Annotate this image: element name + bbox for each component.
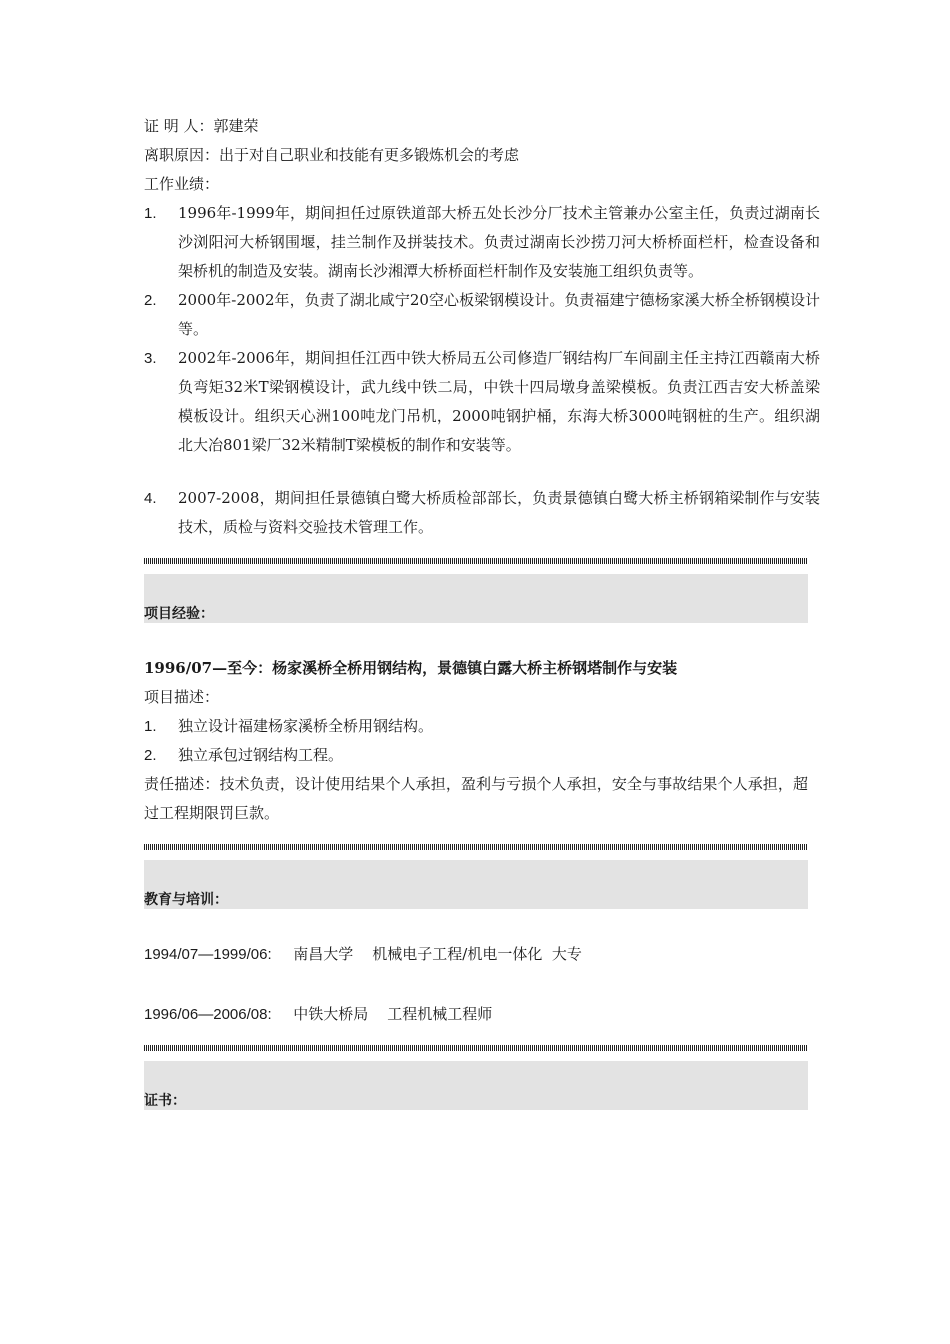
list-spacer — [144, 460, 820, 484]
certificates-section-title: 证书： — [144, 1093, 186, 1109]
education-row — [144, 940, 820, 969]
education-date: 1994/07—1999/06: — [144, 946, 272, 963]
witness-line: 证 明 人：郭建荣 — [144, 117, 259, 135]
leave-reason-line: 离职原因：出于对自己职业和技能有更多锻炼机会的考虑 — [144, 146, 520, 164]
list-text: 独立设计福建杨家溪桥全桥用钢结构。 — [178, 717, 434, 735]
section-divider — [144, 558, 808, 564]
certificates-section-header — [144, 1061, 808, 1110]
project-section-header — [144, 574, 808, 623]
responsibility-text: 责任描述：技术负责，设计使用结果个人承担，盈利与亏损个人承担，安全与事故结果个人承担，超过工程期限罚巨款。 — [144, 775, 808, 822]
list-text: 2002年-2006年，期间担任江西中铁大桥局五公司修造厂钢结构厂车间副主任主持江西赣南大桥负弯矩32米T梁钢模设计，武九线中铁二局，中铁十四局墩身盖梁模板。负责江西吉安大桥盖梁模板设计。组织天心洲100吨龙门吊机，2000吨钢护桶，东海大桥3000吨钢桩的生产。组织湖北大冶801梁厂32米精制T梁模板的制作和安装等。 — [178, 349, 820, 454]
achievements-label: 工作业绩： — [144, 175, 220, 193]
section-divider — [144, 844, 808, 850]
list-item — [144, 741, 820, 770]
list-number: 1. — [144, 205, 157, 222]
education-row — [144, 1000, 820, 1029]
list-item — [144, 712, 820, 741]
list-item — [144, 286, 820, 344]
list-item — [144, 344, 820, 460]
list-number: 1. — [144, 718, 157, 735]
education-detail: 中铁大桥局 工程机械工程师 — [293, 1005, 493, 1023]
list-number: 4. — [144, 490, 157, 507]
section-divider — [144, 1045, 808, 1051]
education-detail: 南昌大学 机械电子工程/机电一体化 大专 — [293, 945, 582, 963]
education-date: 1996/06—2006/08: — [144, 1006, 272, 1023]
resume-page — [144, 112, 820, 1110]
project-title: 1996/07—至今：杨家溪桥全桥用钢结构，景德镇白露大桥主桥钢塔制作与安装 — [144, 659, 678, 677]
list-text: 独立承包过钢结构工程。 — [178, 746, 344, 764]
project-items — [144, 712, 820, 770]
project-desc-label: 项目描述： — [144, 688, 220, 706]
list-number: 2. — [144, 292, 157, 309]
project-section-title: 项目经验： — [144, 606, 214, 622]
list-item — [144, 484, 820, 542]
education-section-header — [144, 860, 808, 909]
achievements-list — [144, 199, 820, 542]
list-number: 2. — [144, 747, 157, 764]
list-number: 3. — [144, 350, 157, 367]
education-section-title: 教育与培训： — [144, 892, 228, 908]
list-text: 1996年-1999年，期间担任过原铁道部大桥五处长沙分厂技术主管兼办公室主任，负责过湖南长沙浏阳河大桥钢围堰，挂兰制作及拼装技术。负责过湖南长沙捞刀河大桥桥面栏杆，检查设备和架桥机的制造及安装。湖南长沙湘潭大桥桥面栏杆制作及安装施工组织负责等。 — [178, 204, 820, 280]
list-text: 2007-2008，期间担任景德镇白鹭大桥质检部部长，负责景德镇白鹭大桥主桥钢箱梁制作与安装技术，质检与资料交验技术管理工作。 — [178, 489, 820, 536]
list-item — [144, 199, 820, 286]
list-text: 2000年-2002年，负责了湖北咸宁20空心板梁钢模设计。负责福建宁德杨家溪大桥全桥钢模设计等。 — [178, 291, 820, 338]
